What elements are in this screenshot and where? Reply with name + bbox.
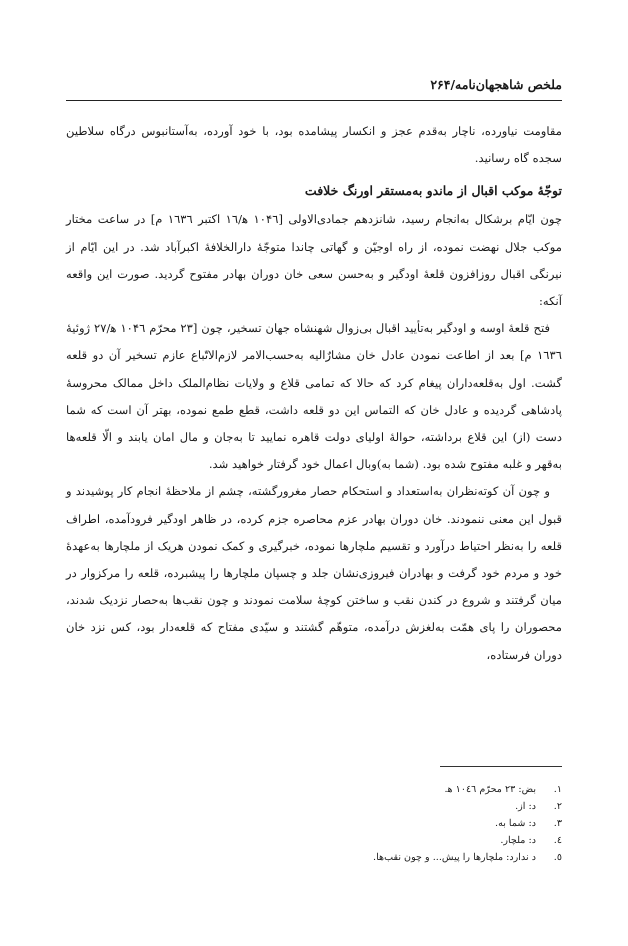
footnote-number: ٢. [553, 801, 562, 812]
footnote-text: بض: ٢٣ محرّم ١٠٤٦ ﻫ. [444, 784, 536, 795]
footnote-number: ٥. [553, 852, 562, 863]
footnotes [66, 766, 562, 866]
running-header [66, 74, 562, 101]
section-heading: توجّهٔ موکب اقبال از ماندو به‌مستقر اورنگ خلافت [304, 183, 562, 199]
footnote-text: د ندارد: ملچارها را پیش... و چون نقب‌ها. [373, 852, 536, 863]
footnote-number: ١. [553, 784, 562, 795]
footnote-2 [66, 798, 562, 815]
footnote-number: ٣. [553, 818, 562, 829]
footnote-divider [440, 766, 562, 767]
header-title: ملخص شاهجهان‌نامه/۲۶۴ [430, 77, 562, 92]
main-text [66, 118, 562, 669]
paragraph-2: چون ایّام برشکال به‌انجام رسید، شانزدهم جمادی‌الاولی [۱۰۴٦ ﻫ/١٦ اکتبر ١٦٣٦ م] در ساعت مختار موکب جلال نهضت نموده، از راه اوجیّن و گهاتی چاندا متوجّهٔ دارالخلافهٔ اکبرآباد شد. در این ایّام از نیرنگی اقبال روزافزون قلعهٔ اودگیر و به‌حسن سعی خان دوران بهادر مفتوح گردید. صورت این واقعه آنکه: [66, 212, 562, 309]
paragraph-3: فتح قلعهٔ اوسه و اودگیر به‌تأیید اقبال بی‌زوال شهنشاه جهان تسخیر، چون [۲۳ محرّم ۱۰۴٦ ﻫ/٢٧ ژوئیهٔ ١٦٣٦ م] بعد از اطاعت نمودن عادل خان مشارٌالیه به‌حسب‌الامر لازم‌الاتّباع عازم تسخیر آن دو قلعه گشت. اول به‌قلعه‌داران پیغام کرد که حالا که تمامی قلاع و ولایات نظام‌الملک داخل ممالک محروسهٔ پادشاهی گردیده و عادل خان که التماس این دو قلعه داشت، قطع طمع نموده، بهتر آن است که شما دست (از) این قلاع برداشته، حوالهٔ اولیای دولت قاهره نمایید تا به‌جان و مال امان یابند و الّا قلعه‌ها به‌قهر و غلبه مفتوح شده بود. (شما به)وبال اعمال خود گرفتار خواهید شد. [66, 321, 562, 472]
footnote-text: د: از. [515, 801, 536, 812]
footnote-5 [66, 849, 562, 866]
paragraph-4: و چون آن کوته‌نظران به‌استعداد و استحکام حصار مغرورگشته، چشم از ملاحظهٔ انجام کار پوشیدند و قبول این معنی ننمودند. خان دوران بهادر عزم محاصره جزم کرده، در ظاهر اودگیر فرودآمده، اطراف قلعه را به‌نظر احتیاط درآورد و تقسیم ملچارها نموده، خبرگیری و کمک نمودن هریک از ملچارها به‌عهدهٔ خود و مردم خود گرفت و بهادران فیروزی‌نشان جلد و چسپان ملچارها را پیشبرده، قلعه را مرکزوار در میان گرفتند و شروع در کندن نقب و ساختن کوچهٔ سلامت نمودند و چون نقب‌ها به‌حصار نزدیک شدند، محصوران را پای همّت به‌لغزش درآمده، متوهّم گشتند و سیّدی مفتاح که قلعه‌دار بود، کس نزد خان دوران فرستاده، [66, 484, 562, 662]
footnote-text: د: شما به. [495, 818, 536, 829]
footnote-text: د: ملچار. [500, 835, 536, 846]
footnote-number: ٤. [553, 835, 562, 846]
footnote-4 [66, 832, 562, 849]
footnote-1 [66, 781, 562, 798]
footnote-3 [66, 815, 562, 832]
paragraph-1: مقاومت نیاورده، ناچار به‌قدم عجز و انکسار پیشامده بود، با خود آورده، به‌آستانبوس درگاه سلاطین سجده گاه رسانید. [66, 124, 562, 166]
